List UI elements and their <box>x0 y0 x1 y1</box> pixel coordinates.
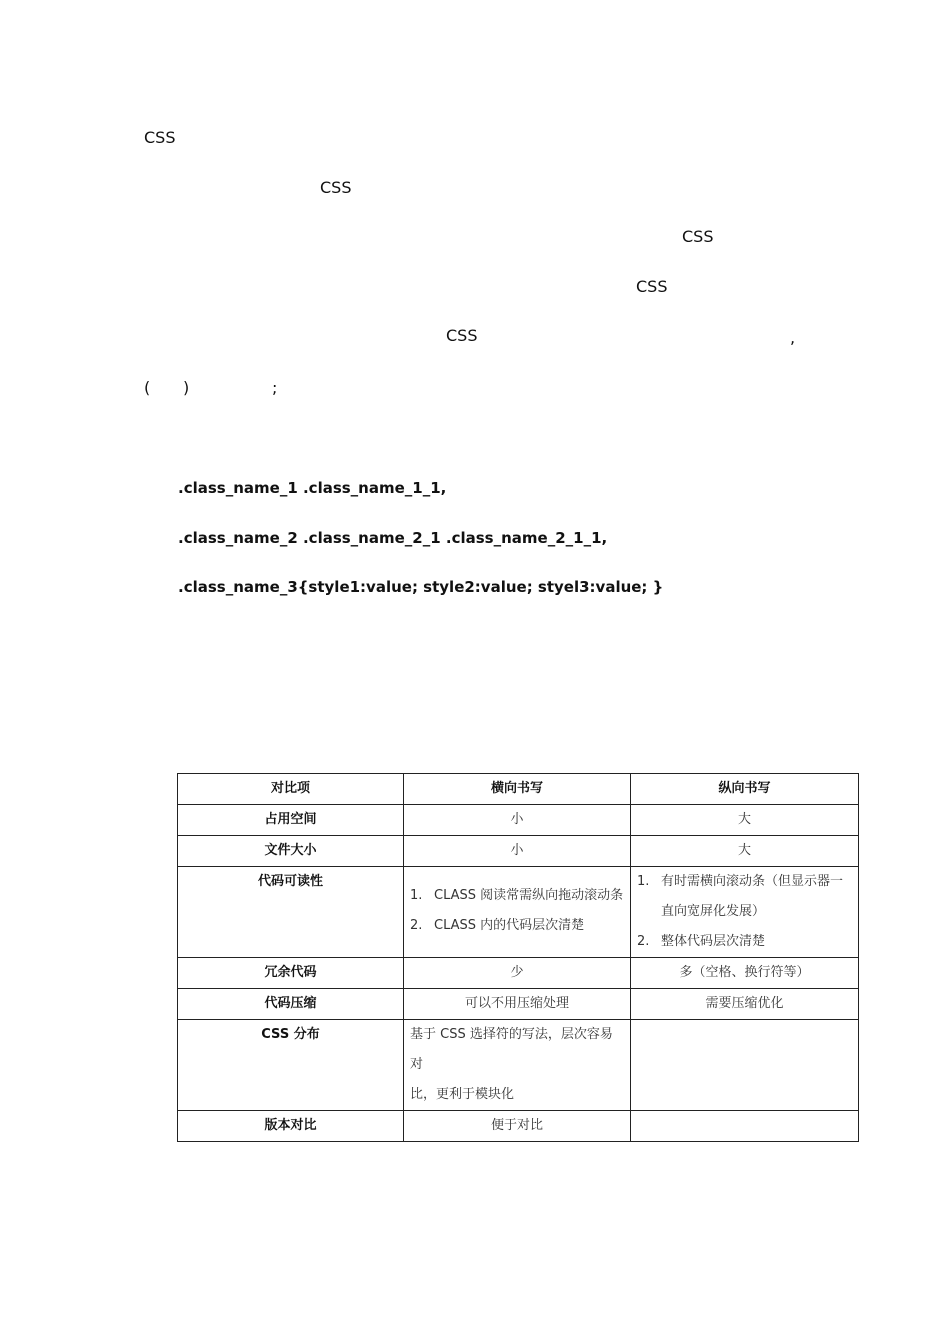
css-text-1: CSS <box>144 128 176 147</box>
list-item <box>410 911 624 941</box>
row-vertical: 大 <box>631 836 859 867</box>
row-horizontal <box>404 867 631 958</box>
list-item-continuation: 直向宽屏化发展） <box>661 904 766 919</box>
header-vertical: 纵向书写 <box>631 774 859 805</box>
row-horizontal: 小 <box>404 805 631 836</box>
comma-text: , <box>790 328 796 347</box>
code-line-2: .class_name_2 .class_name_2_1 .class_name_2_1_1, <box>178 529 608 547</box>
table-row <box>178 958 859 989</box>
close-paren-text: ) <box>183 378 190 397</box>
vertical-readability-list <box>637 867 852 957</box>
table-row <box>178 989 859 1020</box>
list-text: 有时需横向滚动条（但显示器一 <box>661 874 844 889</box>
header-horizontal: 横向书写 <box>404 774 631 805</box>
row-vertical <box>631 867 859 958</box>
open-paren-text: ( <box>144 378 151 397</box>
list-text: 整体代码层次清楚 <box>661 934 766 949</box>
table-row <box>178 805 859 836</box>
css-text-5: CSS <box>446 326 478 345</box>
row-horizontal: 便于对比 <box>404 1111 631 1142</box>
row-label: 代码压缩 <box>178 989 404 1020</box>
row-horizontal: 少 <box>404 958 631 989</box>
row-label: CSS 分布 <box>178 1020 404 1111</box>
css-text-4: CSS <box>636 277 668 296</box>
list-item <box>637 867 852 897</box>
table-row <box>178 1020 859 1111</box>
table-row <box>178 867 859 958</box>
row-label: 冗余代码 <box>178 958 404 989</box>
cell-line: 比，更利于模块化 <box>410 1087 515 1102</box>
row-horizontal: 可以不用压缩处理 <box>404 989 631 1020</box>
css-text-2: CSS <box>320 178 352 197</box>
list-item <box>410 881 624 911</box>
row-label: 文件大小 <box>178 836 404 867</box>
row-vertical: 多（空格、换行符等） <box>631 958 859 989</box>
table-row <box>178 1111 859 1142</box>
row-horizontal <box>404 1020 631 1111</box>
row-horizontal: 小 <box>404 836 631 867</box>
row-vertical <box>631 1111 859 1142</box>
cell-line: 基于 CSS 选择符的写法，层次容易对 <box>410 1027 613 1072</box>
code-line-3: .class_name_3{style1:value; style2:value; styel3:value; } <box>178 578 664 596</box>
list-text: CLASS 阅读常需纵向拖动滚动条 <box>434 888 624 903</box>
table-row <box>178 836 859 867</box>
list-number: 1. <box>637 874 650 889</box>
list-number: 1. <box>410 888 423 903</box>
row-label: 占用空间 <box>178 805 404 836</box>
row-vertical: 需要压缩优化 <box>631 989 859 1020</box>
css-text-3: CSS <box>682 227 714 246</box>
table-header-row <box>178 774 859 805</box>
semicolon-text: ; <box>272 378 278 397</box>
list-number: 2. <box>410 918 423 933</box>
list-number: 2. <box>637 934 650 949</box>
list-text: CLASS 内的代码层次清楚 <box>434 918 585 933</box>
header-comparison-item: 对比项 <box>178 774 404 805</box>
row-vertical: 大 <box>631 805 859 836</box>
row-vertical <box>631 1020 859 1111</box>
horizontal-readability-list <box>410 881 624 941</box>
code-line-1: .class_name_1 .class_name_1_1, <box>178 479 447 497</box>
row-label: 版本对比 <box>178 1111 404 1142</box>
comparison-table <box>177 773 859 1142</box>
row-label: 代码可读性 <box>178 867 404 958</box>
list-item <box>637 927 852 957</box>
